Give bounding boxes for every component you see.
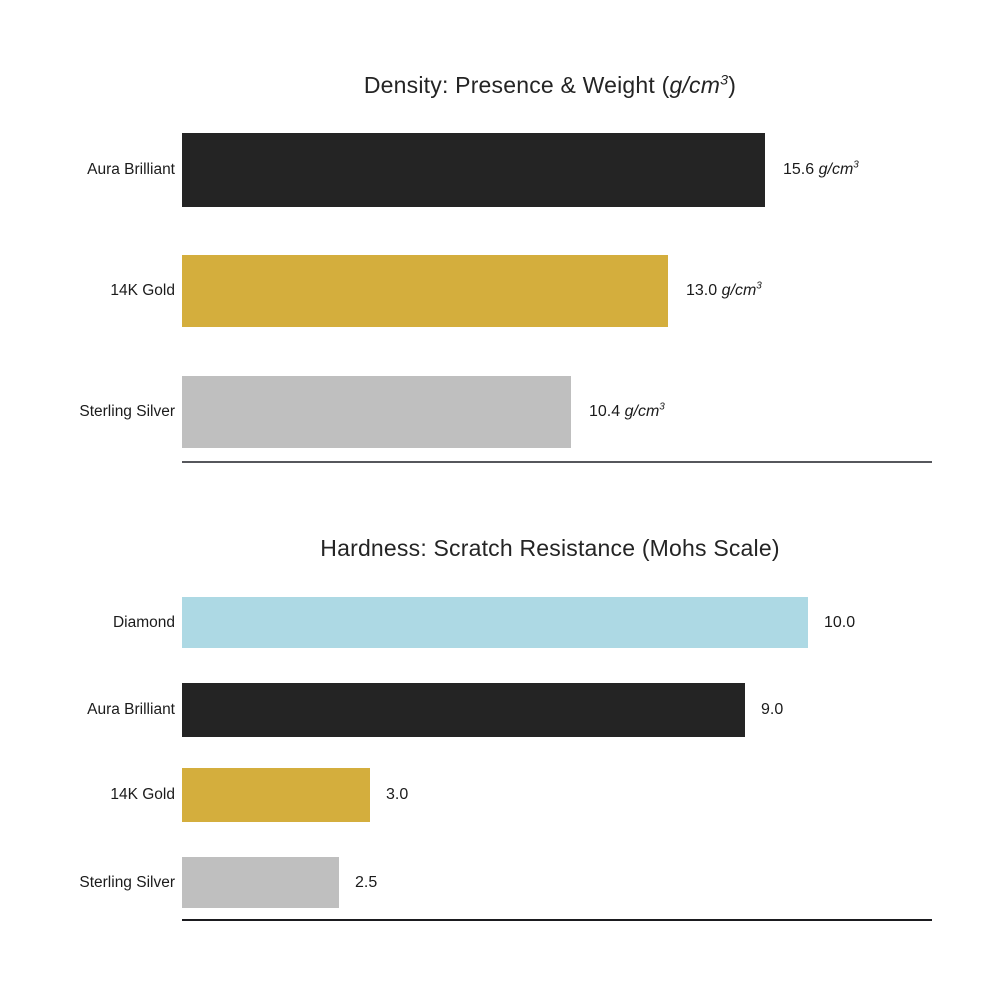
value-label: 13.0 $g/cm^3$ (686, 280, 762, 299)
bar-aura-brilliant (182, 683, 745, 737)
value-unit: $g/cm^3$ (624, 401, 665, 420)
category-label: Aura Brilliant (87, 701, 175, 718)
value-unit: $g/cm^3$ (721, 280, 762, 299)
bar-sterling-silver (182, 857, 339, 908)
value-unit: $g/cm^3$ (818, 159, 859, 178)
category-label: 14K Gold (110, 282, 175, 299)
bar-14k-gold (182, 768, 370, 822)
chart-row (0, 376, 1000, 448)
category-label: Aura Brilliant (87, 161, 175, 178)
value-label: 10.0 (824, 613, 856, 631)
bar-14k-gold (182, 255, 668, 327)
chart-row (0, 857, 1000, 908)
bar-sterling-silver (182, 376, 571, 448)
chart-row (0, 133, 1000, 207)
chart-row (0, 255, 1000, 327)
chart-row (0, 683, 1000, 737)
value-label: 15.6 $g/cm^3$ (783, 159, 859, 178)
density-chart-title: Density: Presence & Weight $(g/cm^3)$ (363, 72, 737, 98)
title-text: Density: Presence & Weight ( (363, 72, 670, 98)
hardness-chart-title (150, 535, 950, 562)
category-label: 14K Gold (110, 786, 175, 803)
bar-diamond (182, 597, 808, 648)
category-label: Sterling Silver (79, 873, 175, 891)
value-label: 10.4 $g/cm^3$ (589, 401, 665, 420)
title-unit: $g/cm^3$ (669, 72, 729, 98)
chart-row (0, 597, 1000, 648)
bar-aura-brilliant (182, 133, 765, 207)
density-x-axis-line (182, 461, 932, 463)
category-label: Sterling Silver (79, 403, 175, 420)
chart-row (0, 768, 1000, 822)
value-label: 9.0 (761, 701, 784, 718)
value-label: 2.5 (355, 873, 378, 891)
title-text: Hardness: Scratch Resistance (Mohs Scale) (320, 535, 780, 561)
value-label: 3.0 (386, 786, 409, 803)
category-label: Diamond (112, 613, 175, 631)
hardness-x-axis-line (182, 919, 932, 921)
